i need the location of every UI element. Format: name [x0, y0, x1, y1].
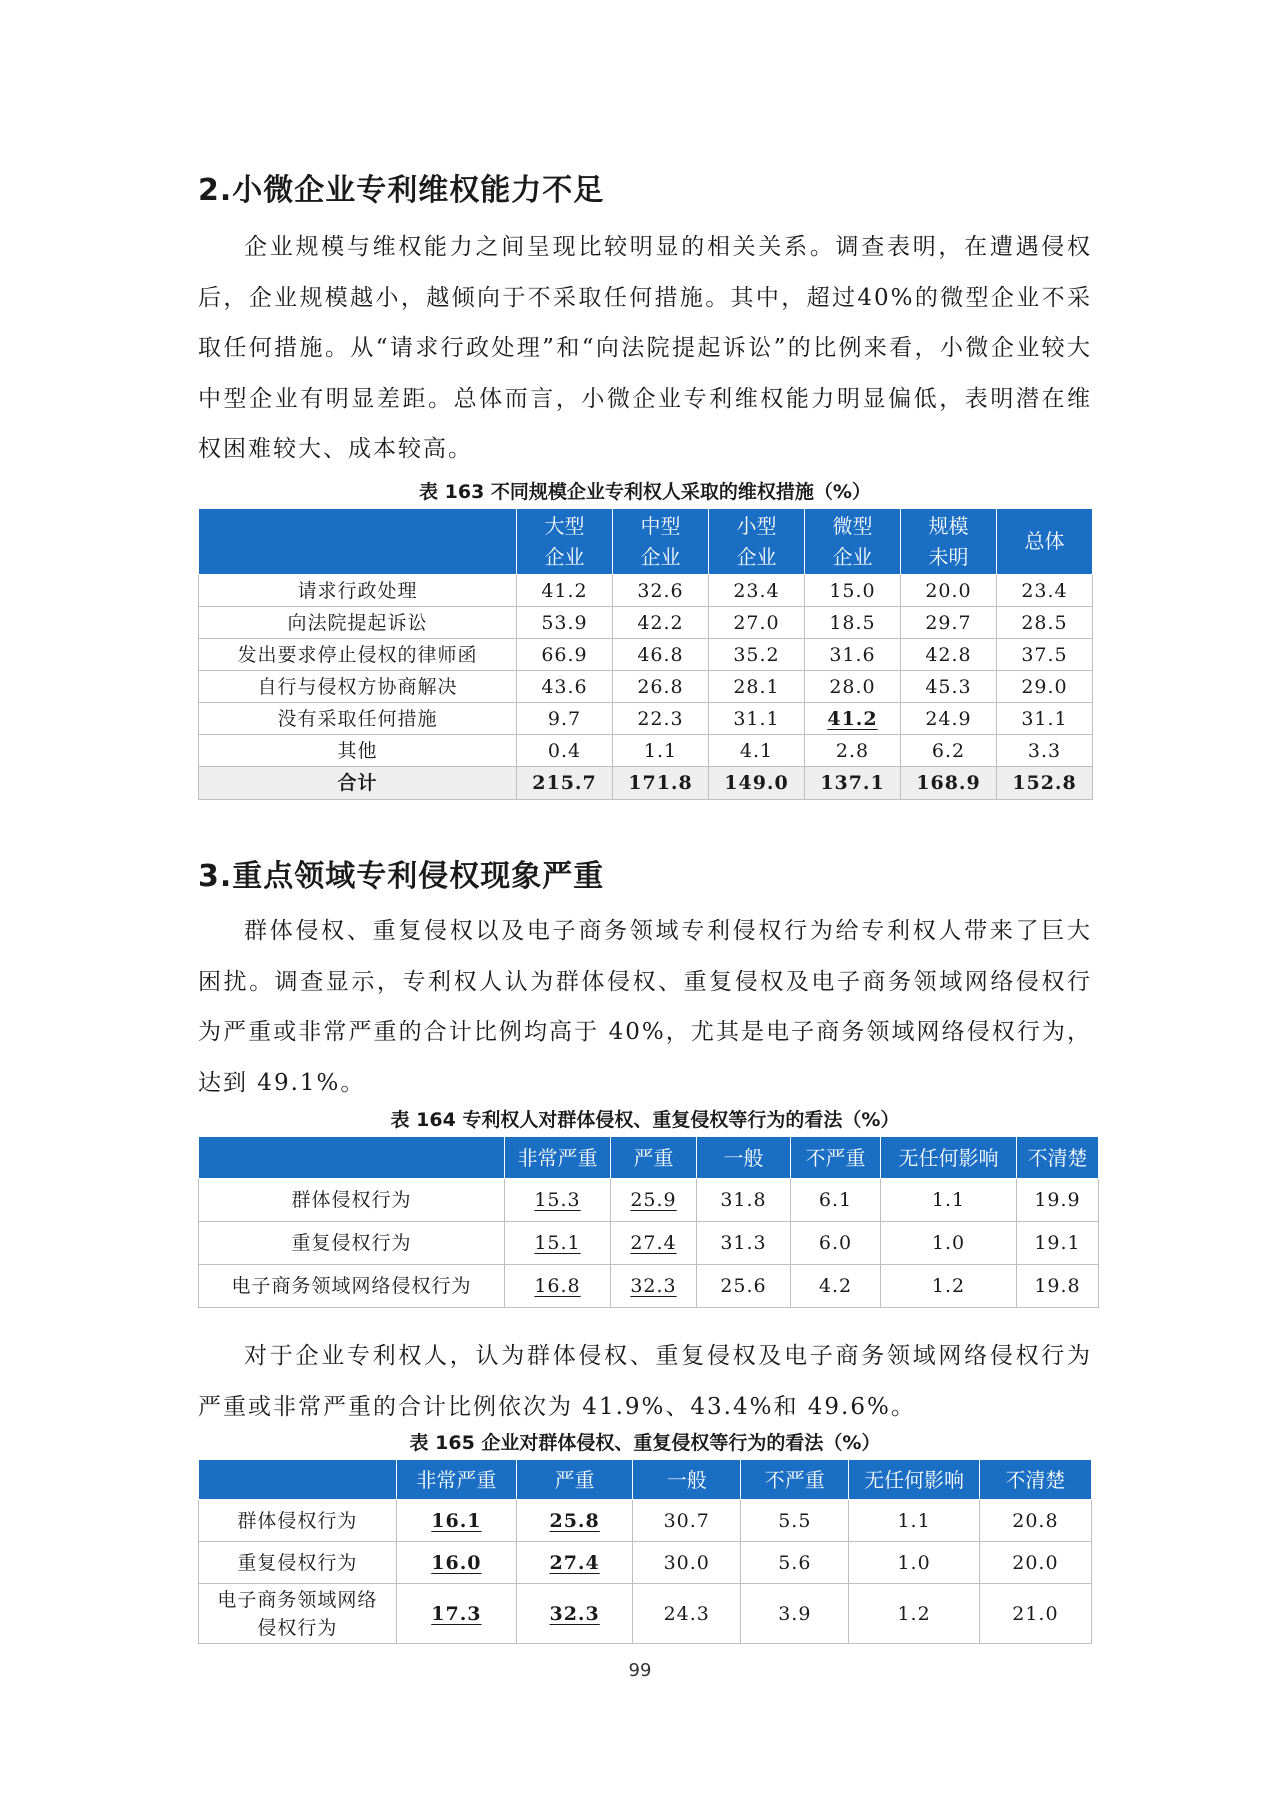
- table-cell: 6.2: [901, 735, 997, 767]
- table-cell: 18.5: [805, 607, 901, 639]
- table-cell: 24.3: [633, 1584, 741, 1644]
- table-cell: 171.8: [613, 767, 709, 800]
- row-label: 合计: [199, 767, 517, 800]
- table-row: [199, 735, 1093, 767]
- table-cell: 31.8: [697, 1179, 791, 1222]
- table-cell: 4.2: [791, 1265, 881, 1308]
- table-cell: 25.8: [517, 1500, 633, 1542]
- table-cell: 1.1: [613, 735, 709, 767]
- table-cell: 15.3: [505, 1179, 611, 1222]
- table-cell: 16.1: [396, 1500, 516, 1542]
- section-heading-3: 3.重点领域专利侵权现象严重: [198, 859, 605, 894]
- table-cell: 28.0: [805, 671, 901, 703]
- table-cell: 20.8: [979, 1500, 1091, 1542]
- table-cell: 1.0: [881, 1222, 1017, 1265]
- section-3-paragraph-2: 对于企业专利权人，认为群体侵权、重复侵权及电子商务领域网络侵权行为严重或非常严重的合计比例依次为 41.9%、43.4%和 49.6%。: [198, 1343, 1092, 1420]
- table-cell: 32.3: [517, 1584, 633, 1644]
- row-label: 电子商务领域网络 侵权行为: [199, 1584, 397, 1644]
- table-cell: 23.4: [709, 575, 805, 607]
- table-163-caption: 表 163 不同规模企业专利权人采取的维权措施（%）: [419, 481, 871, 503]
- page-number: 99: [628, 1660, 652, 1681]
- row-label: 重复侵权行为: [199, 1542, 397, 1584]
- row-label: 自行与侵权方协商解决: [199, 671, 517, 703]
- table-cell: 6.1: [791, 1179, 881, 1222]
- table165-header-cell: 非常严重: [396, 1460, 516, 1500]
- table165-header-cell: 严重: [517, 1460, 633, 1500]
- table-row: [199, 1179, 1099, 1222]
- table-cell: 27.0: [709, 607, 805, 639]
- table-cell: 23.4: [997, 575, 1093, 607]
- table164-header-cell: 无任何影响: [881, 1137, 1017, 1179]
- table-165-header-row: [199, 1460, 1092, 1500]
- table-cell: 41.2: [517, 575, 613, 607]
- section-heading-2: 2.小微企业专利维权能力不足: [198, 173, 605, 208]
- table164-header-cell: [199, 1137, 505, 1179]
- table-cell: 28.5: [997, 607, 1093, 639]
- table-row: [199, 671, 1093, 703]
- table-cell: 46.8: [613, 639, 709, 671]
- table-cell: 42.8: [901, 639, 997, 671]
- table-cell: 42.2: [613, 607, 709, 639]
- table-cell: 1.0: [849, 1542, 979, 1584]
- table-cell: 1.2: [849, 1584, 979, 1644]
- table164-header-cell: 不清楚: [1017, 1137, 1099, 1179]
- table-cell: 9.7: [517, 703, 613, 735]
- table-cell: 1.1: [881, 1179, 1017, 1222]
- table-cell: 215.7: [517, 767, 613, 800]
- table-cell: 19.1: [1017, 1222, 1099, 1265]
- table-163: [198, 508, 1092, 800]
- row-label: 请求行政处理: [199, 575, 517, 607]
- table165-header-cell: 无任何影响: [849, 1460, 979, 1500]
- table-cell: 22.3: [613, 703, 709, 735]
- table-cell: 20.0: [901, 575, 997, 607]
- table-cell: 16.0: [396, 1542, 516, 1584]
- table-164-header-row: [199, 1137, 1099, 1179]
- table165-header-cell: 不严重: [741, 1460, 849, 1500]
- table165-header-cell: 不清楚: [979, 1460, 1091, 1500]
- table-cell: 19.9: [1017, 1179, 1099, 1222]
- table-row: [199, 575, 1093, 607]
- row-label: 发出要求停止侵权的律师函: [199, 639, 517, 671]
- table-cell: 149.0: [709, 767, 805, 800]
- table-row: [199, 1222, 1099, 1265]
- table-cell: 6.0: [791, 1222, 881, 1265]
- row-label: 群体侵权行为: [199, 1179, 505, 1222]
- table-cell: 31.1: [997, 703, 1093, 735]
- table-cell: 15.1: [505, 1222, 611, 1265]
- table163-header-cell: 中型 企业: [613, 509, 709, 575]
- table-cell: 17.3: [396, 1584, 516, 1644]
- table-cell: 20.0: [979, 1542, 1091, 1584]
- table-cell: 31.6: [805, 639, 901, 671]
- table-cell: 25.9: [611, 1179, 697, 1222]
- table-164-caption: 表 164 专利权人对群体侵权、重复侵权等行为的看法（%）: [390, 1109, 900, 1131]
- table-cell: 2.8: [805, 735, 901, 767]
- table164-header-cell: 一般: [697, 1137, 791, 1179]
- table164-header-cell: 不严重: [791, 1137, 881, 1179]
- table-cell: 5.6: [741, 1542, 849, 1584]
- table163-header-cell: 大型 企业: [517, 509, 613, 575]
- table-cell: 21.0: [979, 1584, 1091, 1644]
- table-cell: 31.1: [709, 703, 805, 735]
- table-165-caption: 表 165 企业对群体侵权、重复侵权等行为的看法（%）: [409, 1432, 881, 1454]
- table-cell: 137.1: [805, 767, 901, 800]
- table-cell: 35.2: [709, 639, 805, 671]
- table-163-header-row: [199, 509, 1093, 575]
- table-cell: 24.9: [901, 703, 997, 735]
- table-cell: 31.3: [697, 1222, 791, 1265]
- table-cell: 16.8: [505, 1265, 611, 1308]
- table-row: [199, 1265, 1099, 1308]
- table-cell: 1.2: [881, 1265, 1017, 1308]
- table-cell: 30.7: [633, 1500, 741, 1542]
- section-3-paragraph-1: 群体侵权、重复侵权以及电子商务领域专利侵权行为给专利权人带来了巨大困扰。调查显示，专利权人认为群体侵权、重复侵权及电子商务领域网络侵权行为严重或非常严重的合计比例均高于 40%，尤其是电子商务领域网络侵权行为，达到 49.1%。: [198, 918, 1092, 1096]
- table-cell: 152.8: [997, 767, 1093, 800]
- table-cell: 41.2: [805, 703, 901, 735]
- table163-header-cell: 总体: [997, 509, 1093, 575]
- table-cell: 4.1: [709, 735, 805, 767]
- section-2-paragraph: 企业规模与维权能力之间呈现比较明显的相关关系。调查表明，在遭遇侵权后，企业规模越小，越倾向于不采取任何措施。其中，超过40%的微型企业不采取任何措施。从“请求行政处理”和“向法院提起诉讼”的比例来看，小微企业较大中型企业有明显差距。总体而言，小微企业专利维权能力明显偏低，表明潜在维权困难较大、成本较高。: [198, 234, 1092, 462]
- table-cell: 29.0: [997, 671, 1093, 703]
- table-cell: 19.8: [1017, 1265, 1099, 1308]
- table-cell: 66.9: [517, 639, 613, 671]
- table-cell: 32.3: [611, 1265, 697, 1308]
- table-row: [199, 1584, 1092, 1644]
- table165-header-cell: [199, 1460, 397, 1500]
- table-row: [199, 1542, 1092, 1584]
- table-164: [198, 1136, 1092, 1308]
- table-cell: 32.6: [613, 575, 709, 607]
- table-cell: 28.1: [709, 671, 805, 703]
- table-cell: 53.9: [517, 607, 613, 639]
- table-row: [199, 607, 1093, 639]
- table-cell: 3.9: [741, 1584, 849, 1644]
- table-cell: 15.0: [805, 575, 901, 607]
- table-cell: 29.7: [901, 607, 997, 639]
- table-cell: 27.4: [517, 1542, 633, 1584]
- table163-header-cell: 小型 企业: [709, 509, 805, 575]
- table163-header-cell: 微型 企业: [805, 509, 901, 575]
- row-label: 重复侵权行为: [199, 1222, 505, 1265]
- table-cell: 45.3: [901, 671, 997, 703]
- table-cell: 1.1: [849, 1500, 979, 1542]
- table-cell: 30.0: [633, 1542, 741, 1584]
- table-cell: 168.9: [901, 767, 997, 800]
- row-label: 电子商务领域网络侵权行为: [199, 1265, 505, 1308]
- table-cell: 25.6: [697, 1265, 791, 1308]
- table-row: [199, 639, 1093, 671]
- table-cell: 26.8: [613, 671, 709, 703]
- table164-header-cell: 严重: [611, 1137, 697, 1179]
- row-label: 没有采取任何措施: [199, 703, 517, 735]
- table-cell: 0.4: [517, 735, 613, 767]
- table-row: [199, 767, 1093, 800]
- table-cell: 43.6: [517, 671, 613, 703]
- table-cell: 5.5: [741, 1500, 849, 1542]
- table-165: [198, 1459, 1092, 1644]
- table-cell: 3.3: [997, 735, 1093, 767]
- table-row: [199, 703, 1093, 735]
- table-row: [199, 1500, 1092, 1542]
- row-label: 其他: [199, 735, 517, 767]
- table164-header-cell: 非常严重: [505, 1137, 611, 1179]
- table163-header-cell: [199, 509, 517, 575]
- row-label: 向法院提起诉讼: [199, 607, 517, 639]
- table-cell: 27.4: [611, 1222, 697, 1265]
- table163-header-cell: 规模 未明: [901, 509, 997, 575]
- table165-header-cell: 一般: [633, 1460, 741, 1500]
- row-label: 群体侵权行为: [199, 1500, 397, 1542]
- table-cell: 37.5: [997, 639, 1093, 671]
